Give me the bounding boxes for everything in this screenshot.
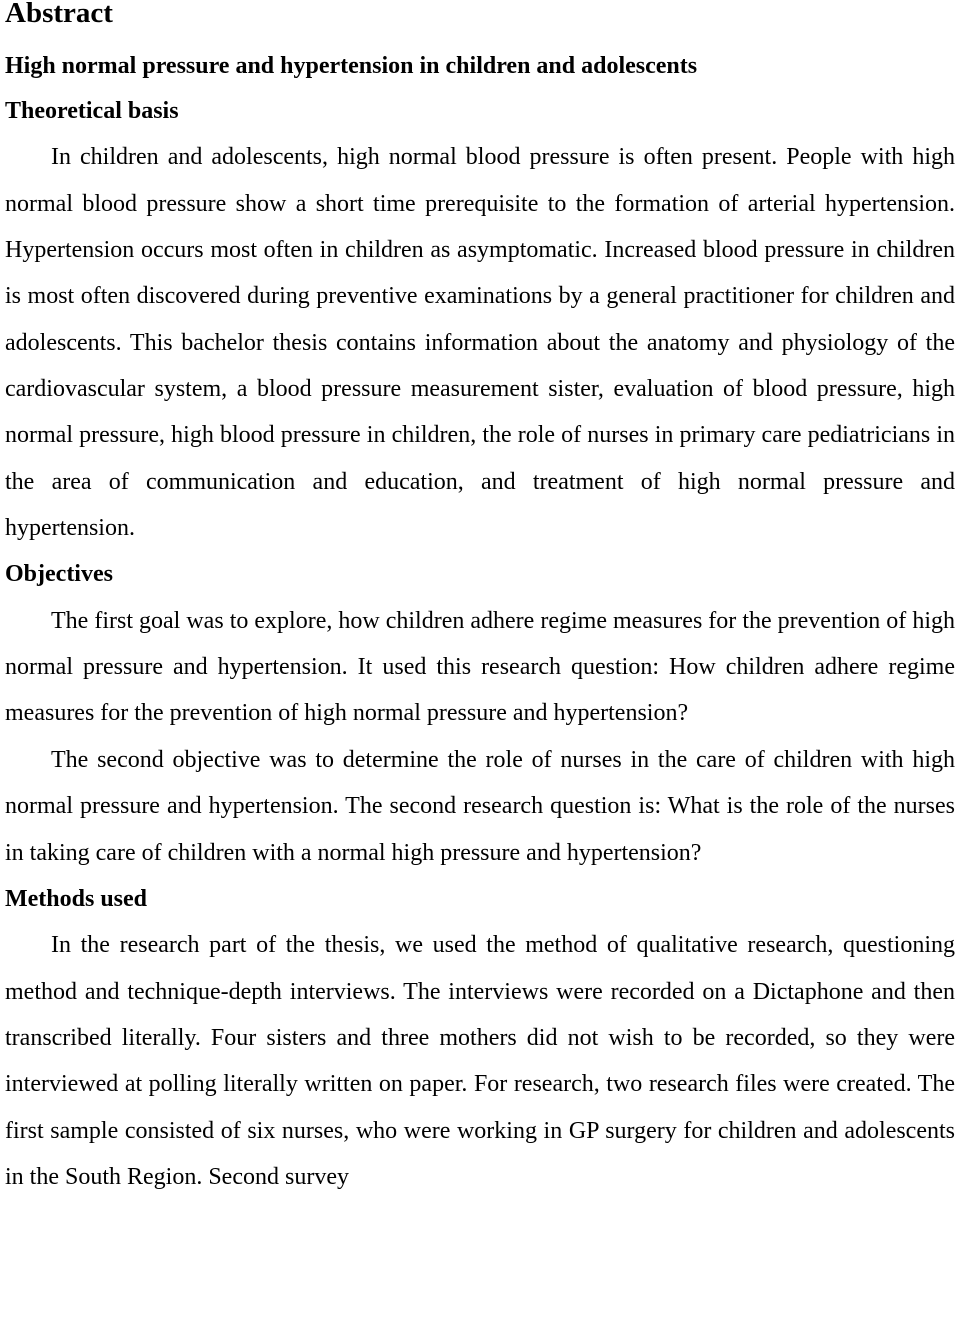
section-heading-theoretical-basis: Theoretical basis [5, 98, 179, 124]
document-title: High normal pressure and hypertension in children and adolescents [5, 53, 698, 79]
paragraph-objectives-second-goal: The second objective was to determine the role of nurses in the care of children with high normal pressure and hypertension. The second research question is: What is the role of the nurses in taking care of children with a normal high pressure and hypertension? [5, 746, 955, 866]
section-heading-methods-used: Methods used [5, 885, 148, 912]
paragraph-objectives-first-goal: The first goal was to explore, how children adhere regime measures for the prevention of high normal pressure and hypertension. It used this research question: How children adhere regime measures for the prevention of high normal pressure and hypertension? [5, 607, 955, 727]
abstract-heading: Abstract [5, 0, 113, 29]
abstract-body [5, 88, 955, 1200]
section-heading-objectives: Objectives [5, 561, 113, 588]
paragraph-methods-used: In the research part of the thesis, we used the method of qualitative research, questioning method and technique-depth interviews. The interviews were recorded on a Dictaphone and then transcribed literally. Four sisters and three mothers did not wish to be recorded, so they were interviewed at polling literally written on paper. For research, two research files were created. The first sample consisted of six nurses, who were working in GP surgery for children and adolescents in the South Region. Second survey [5, 932, 955, 1190]
paragraph-theoretical-basis: In children and adolescents, high normal blood pressure is often present. People with high normal blood pressure show a short time prerequisite to the formation of arterial hypertension. Hypertension occurs most often in children as asymptomatic. Increased blood pressure in children is most often discovered during preventive examinations by a general practitioner for children and adolescents. This bachelor thesis contains information about the anatomy and physiology of the cardiovascular system, a blood pressure measurement sister, evaluation of blood pressure, high normal pressure, high blood pressure in children, the role of nurses in primary care pediatricians in the area of communication and education, and treatment of high normal pressure and hypertension. [5, 144, 955, 542]
